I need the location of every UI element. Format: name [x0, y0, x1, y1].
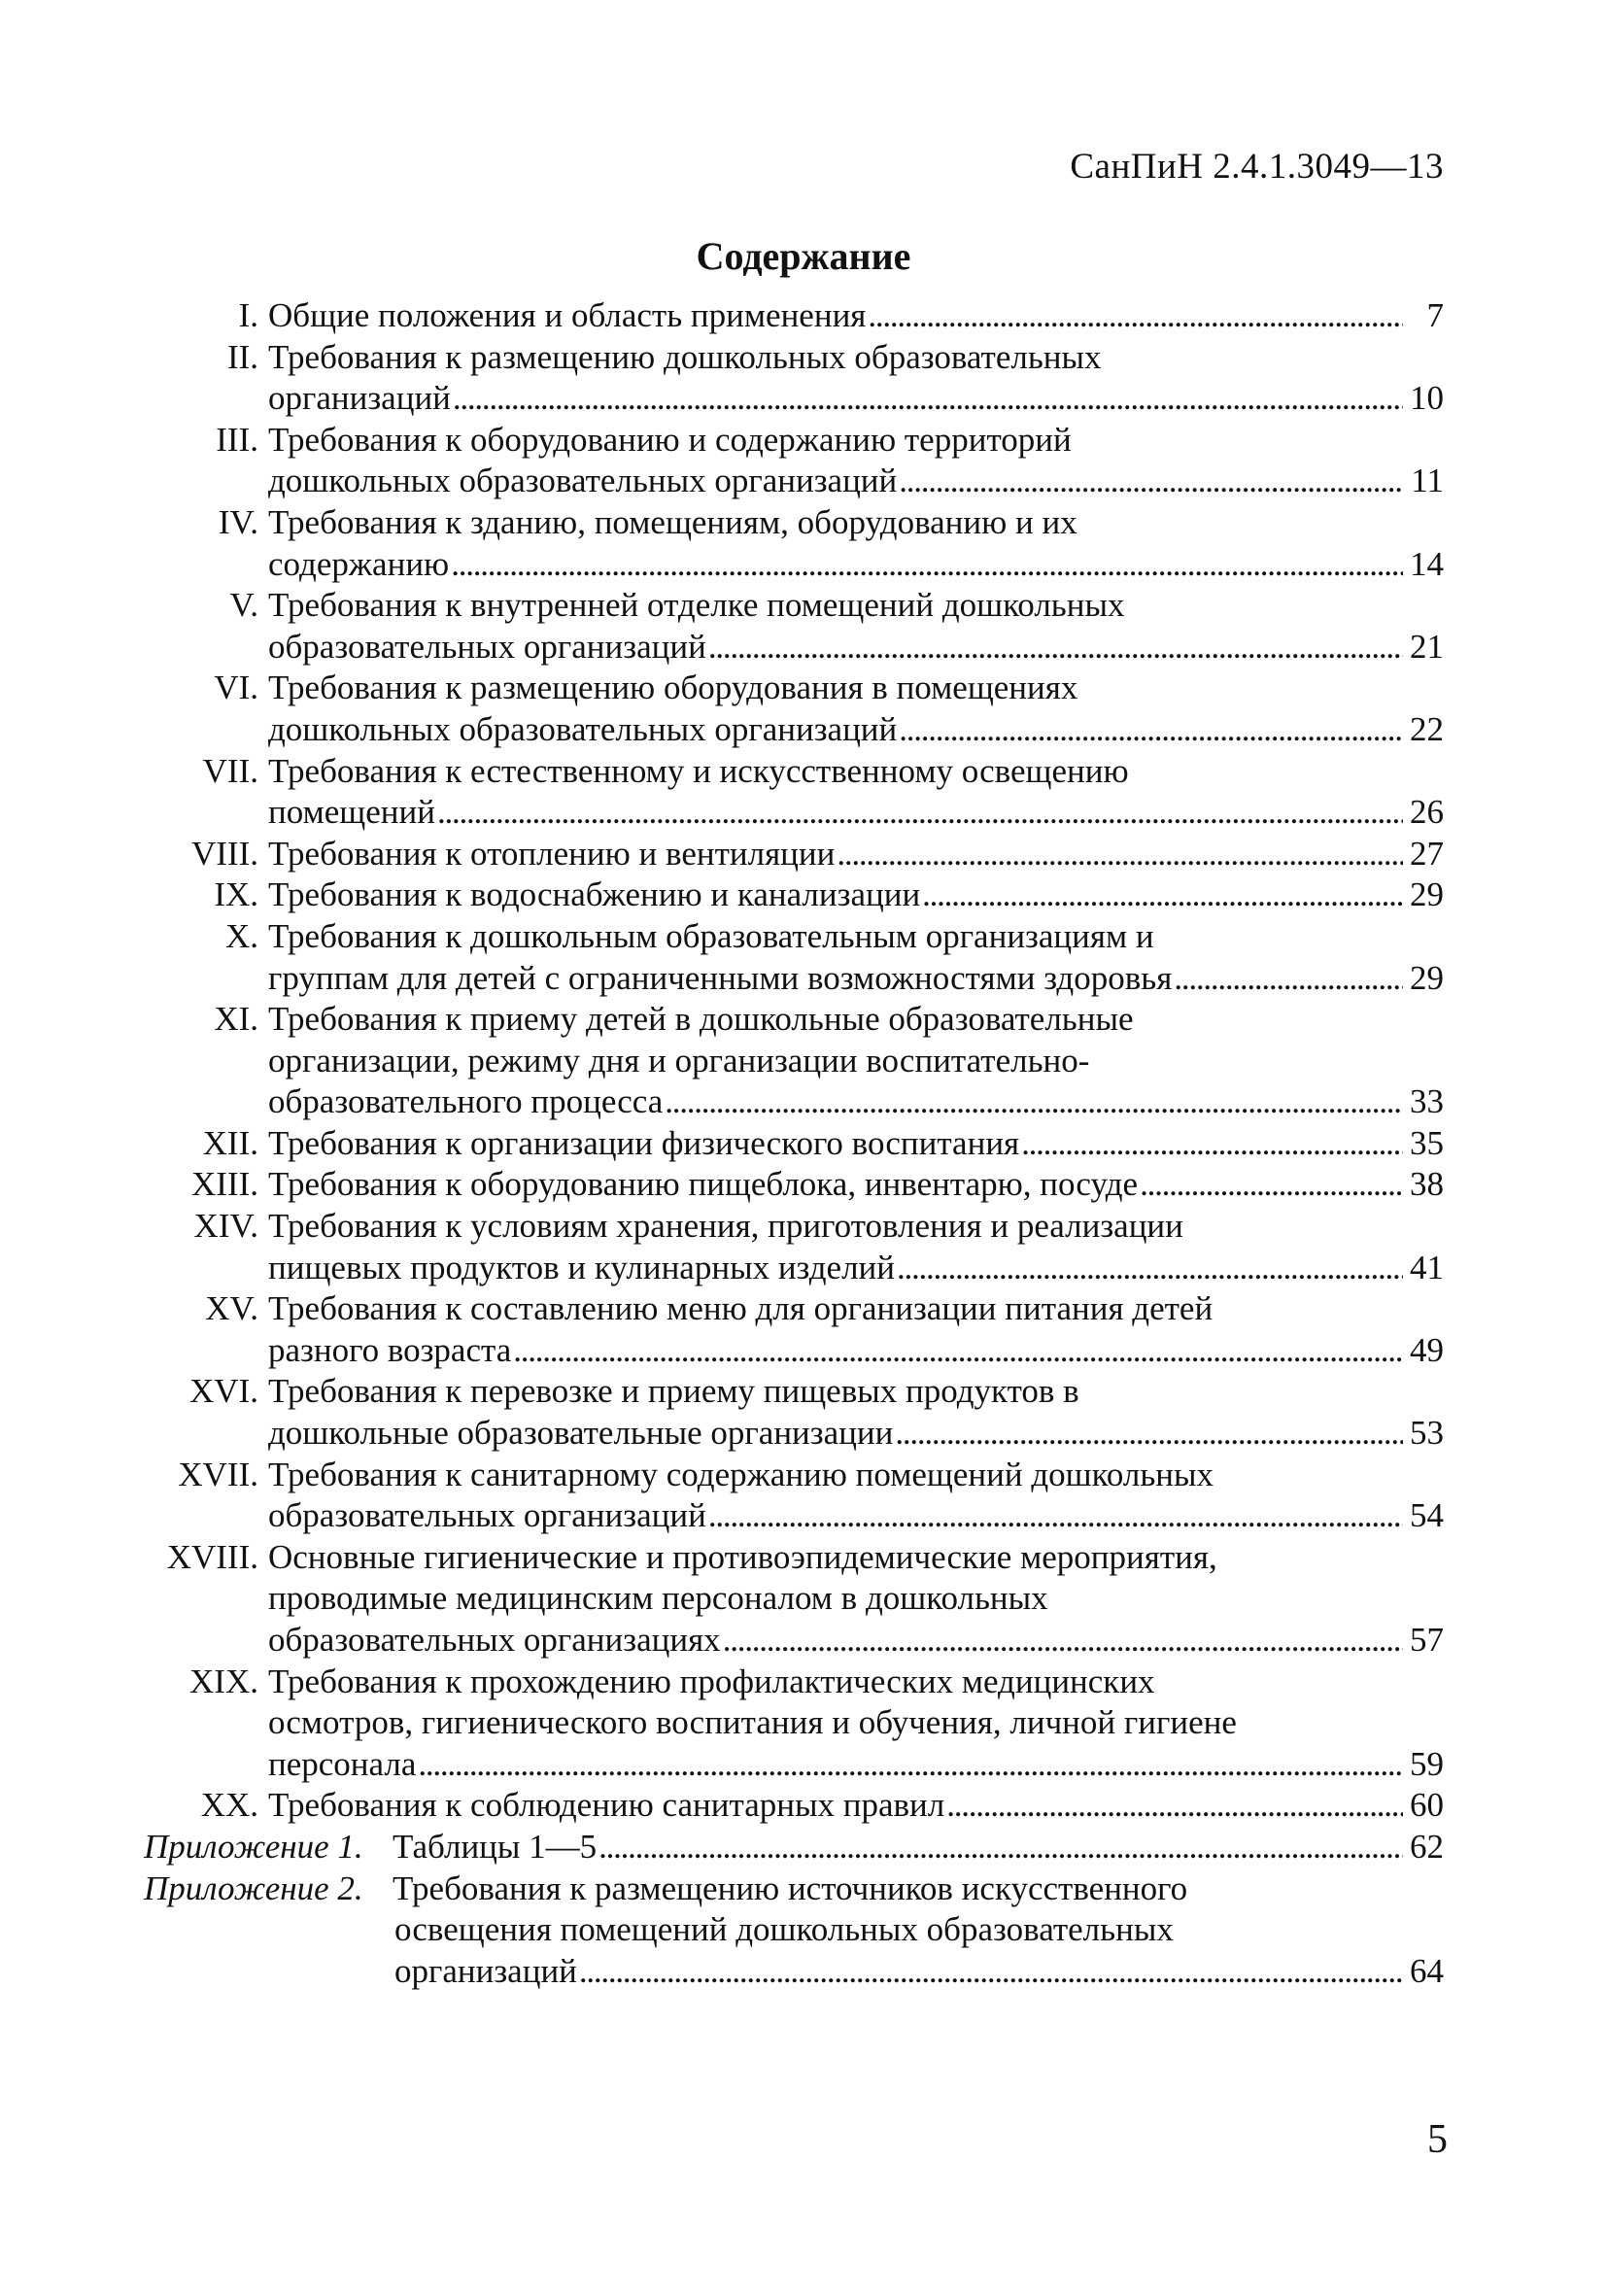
section-title-text: проводимые медицинским персоналом в дошкольных	[268, 1579, 1048, 1618]
section-number: I.	[238, 296, 258, 334]
section-title-text: Требования к оборудованию и содержанию территорий	[268, 420, 1072, 459]
toc-entry-line	[146, 834, 1444, 875]
toc-entry-line	[146, 1041, 1444, 1082]
section-title-text: Требования к естественному и искусственному освещению	[268, 751, 1129, 790]
section-page-number: 35	[1410, 1123, 1444, 1162]
toc-last-line	[268, 1620, 1444, 1662]
dot-leader	[513, 1330, 1403, 1372]
section-title-text: освещения помещений дошкольных образовательных	[394, 1910, 1174, 1949]
section-title-text: Требования к приему детей в дошкольные образовательные	[268, 1000, 1134, 1039]
dot-leader	[837, 834, 1403, 875]
section-page-number: 53	[1410, 1414, 1444, 1453]
section-number: XVII.	[178, 1455, 258, 1493]
toc-entry-line	[146, 1868, 1444, 1910]
dot-leader	[895, 1413, 1403, 1455]
dot-leader	[723, 1620, 1403, 1662]
toc-entry	[146, 874, 1444, 916]
toc-entry-line	[146, 1164, 1444, 1206]
dot-leader	[708, 1495, 1403, 1537]
toc-entry-line	[146, 1495, 1444, 1537]
section-number: XI.	[214, 1000, 258, 1039]
section-number: XX.	[200, 1786, 258, 1825]
toc-entry-line	[146, 1620, 1444, 1662]
toc-entry-line	[146, 1413, 1444, 1455]
toc-last-line	[268, 1785, 1444, 1827]
section-page-number: 27	[1410, 834, 1444, 873]
dot-leader	[899, 709, 1403, 751]
dot-leader	[579, 1951, 1403, 1993]
toc-entry-line	[146, 792, 1444, 834]
section-title-text: разного возраста	[268, 1330, 512, 1369]
section-title-text: Требования к прохождению профилактических медицинских	[268, 1662, 1155, 1700]
section-number: XIX.	[189, 1662, 258, 1700]
section-page-number: 14	[1410, 544, 1444, 583]
toc-entry-line	[146, 585, 1444, 627]
toc-entry	[146, 295, 1444, 337]
page-title: Содержание	[696, 234, 911, 278]
toc-entry	[146, 1662, 1444, 1786]
toc-last-line	[268, 834, 1444, 875]
dot-leader	[1174, 958, 1403, 1000]
toc-entry-line	[146, 544, 1444, 586]
section-page-number: 62	[1410, 1827, 1444, 1866]
toc-entry-line	[146, 999, 1444, 1041]
section-title-text: Общие положения и область применения	[268, 296, 867, 334]
section-title-text: Требования к дошкольным образовательным организациям и	[268, 916, 1154, 955]
section-number: V.	[229, 586, 258, 625]
toc-entry-line	[146, 916, 1444, 958]
toc-last-line	[268, 1123, 1444, 1165]
section-page-number: 59	[1410, 1744, 1444, 1783]
section-page-number: 11	[1411, 462, 1444, 500]
appendix-entry	[146, 1868, 1444, 1993]
toc-entry-line	[146, 1081, 1444, 1123]
toc-entry-line	[146, 1123, 1444, 1165]
toc-entry	[146, 751, 1444, 834]
section-title-text: образовательных организаций	[268, 627, 706, 666]
section-title-text: Основные гигиенические и противоэпидемические мероприятия,	[268, 1537, 1217, 1576]
toc-entry	[146, 502, 1444, 585]
section-title-text: дошкольных образовательных организаций	[268, 462, 898, 500]
section-title-text: Требования к оборудованию пищеблока, инвентарю, посуде	[268, 1165, 1139, 1204]
section-title-text: образовательного процесса	[268, 1082, 664, 1121]
dot-leader	[946, 1785, 1403, 1827]
section-page-number: 26	[1410, 793, 1444, 832]
section-title-text: персонала	[268, 1744, 417, 1783]
section-page-number: 57	[1410, 1621, 1444, 1659]
toc-last-line	[268, 627, 1444, 668]
section-number: IV.	[218, 502, 258, 541]
section-page-number: 60	[1410, 1786, 1444, 1825]
toc-entry-line	[146, 1537, 1444, 1579]
toc-entry-line	[146, 337, 1444, 379]
section-number: XVI.	[189, 1372, 258, 1411]
toc-entry	[146, 916, 1444, 999]
section-number: VIII.	[191, 834, 258, 873]
section-title-text: Требования к размещению оборудования в помещениях	[268, 668, 1078, 707]
toc-entry	[146, 1206, 1444, 1288]
table-of-contents	[146, 295, 1444, 1992]
toc-last-line	[268, 1081, 1444, 1123]
toc-last-line	[268, 1413, 1444, 1455]
section-page-number: 38	[1410, 1165, 1444, 1204]
section-number: II.	[226, 337, 258, 376]
toc-last-line	[268, 709, 1444, 751]
section-page-number: 33	[1410, 1082, 1444, 1121]
toc-entry-line	[146, 627, 1444, 668]
section-title-text: Требования к перевозке и приему пищевых продуктов в	[268, 1372, 1079, 1411]
toc-entry-line	[146, 461, 1444, 502]
section-title-text: организации, режиму дня и организации воспитательно-	[268, 1041, 1090, 1079]
toc-last-line	[268, 1495, 1444, 1537]
section-title-text: организаций	[394, 1951, 577, 1990]
toc-entry-line	[146, 1455, 1444, 1496]
toc-entry-line	[146, 1206, 1444, 1248]
toc-last-line	[268, 1248, 1444, 1289]
dot-leader	[1021, 1123, 1403, 1165]
toc-entry	[146, 1537, 1444, 1662]
section-number: XIV.	[193, 1207, 258, 1246]
section-title-text: образовательных организаций	[268, 1496, 706, 1535]
section-page-number: 41	[1410, 1248, 1444, 1286]
dot-leader	[418, 1744, 1403, 1786]
toc-entry	[146, 1785, 1444, 1827]
toc-last-line	[268, 792, 1444, 834]
toc-last-line	[393, 1827, 1444, 1868]
toc-entry-line	[146, 1951, 1444, 1993]
toc-entry-line	[146, 295, 1444, 337]
toc-entry	[146, 1288, 1444, 1371]
dot-leader	[598, 1827, 1403, 1868]
toc-last-line	[268, 1744, 1444, 1786]
toc-last-line	[268, 295, 1444, 337]
toc-entry-line	[146, 502, 1444, 544]
section-title-text: Требования к внутренней отделке помещений дошкольных	[268, 586, 1125, 625]
toc-entry	[146, 1371, 1444, 1454]
dot-leader	[665, 1081, 1403, 1123]
toc-entry-line	[146, 1578, 1444, 1620]
toc-entry	[146, 337, 1444, 420]
toc-entry-line	[146, 1702, 1444, 1744]
toc-entry-line	[146, 1909, 1444, 1951]
section-title-text: Требования к зданию, помещениям, оборудованию и их	[268, 502, 1077, 541]
section-page-number: 21	[1410, 627, 1444, 666]
toc-entry-line	[146, 1330, 1444, 1372]
toc-last-line	[268, 461, 1444, 502]
toc-entry-line	[146, 874, 1444, 916]
toc-entry	[146, 999, 1444, 1123]
toc-entry	[146, 668, 1444, 750]
dot-leader	[868, 295, 1403, 337]
toc-entry-line	[146, 709, 1444, 751]
toc-last-line	[268, 544, 1444, 586]
toc-entry	[146, 585, 1444, 668]
dot-leader	[899, 461, 1403, 502]
section-number: VI.	[214, 668, 258, 707]
toc-entry	[146, 1123, 1444, 1165]
section-page-number: 10	[1410, 379, 1444, 418]
toc-entry-line	[146, 958, 1444, 1000]
section-page-number: 29	[1410, 958, 1444, 997]
section-number: XVIII.	[166, 1537, 258, 1576]
dot-leader	[437, 792, 1403, 834]
toc-entry	[146, 420, 1444, 502]
toc-entry-line	[146, 1248, 1444, 1289]
section-title-text: Таблицы 1—5	[393, 1827, 598, 1866]
appendix-label: Приложение 2.	[144, 1868, 363, 1907]
section-number: X.	[224, 916, 258, 955]
toc-entry-line	[146, 1288, 1444, 1330]
dot-leader	[922, 874, 1403, 916]
toc-last-line	[268, 958, 1444, 1000]
section-title-text: группам для детей с ограниченными возможностями здоровья	[268, 958, 1173, 997]
section-page-number: 22	[1410, 709, 1444, 748]
dot-leader	[451, 544, 1403, 586]
dot-leader	[897, 1248, 1403, 1289]
toc-entry	[146, 1164, 1444, 1206]
toc-entry-line	[146, 751, 1444, 793]
dot-leader	[1140, 1164, 1403, 1206]
section-title-text: дошкольных образовательных организаций	[268, 709, 898, 748]
toc-entry	[146, 834, 1444, 875]
section-page-number: 29	[1410, 875, 1444, 914]
toc-entry-line	[146, 1744, 1444, 1786]
toc-entry-line	[146, 420, 1444, 462]
section-number: XII.	[202, 1123, 258, 1162]
section-title-text: Требования к размещению источников искусственного	[393, 1868, 1188, 1907]
section-number: VII.	[202, 751, 258, 790]
section-title-text: помещений	[268, 793, 435, 832]
section-title-text: пищевых продуктов и кулинарных изделий	[268, 1248, 896, 1286]
dot-leader	[708, 627, 1403, 668]
toc-entry	[146, 1455, 1444, 1537]
toc-last-line	[268, 378, 1444, 420]
toc-last-line	[268, 1164, 1444, 1206]
toc-entry-line	[146, 1662, 1444, 1703]
dot-leader	[453, 378, 1403, 420]
section-title-text: Требования к условиям хранения, приготовления и реализации	[268, 1207, 1183, 1246]
section-title-text: организаций	[268, 379, 451, 418]
section-number: III.	[216, 420, 258, 459]
appendix-entry	[146, 1827, 1444, 1868]
toc-entry-line	[146, 1827, 1444, 1868]
toc-last-line	[268, 1330, 1444, 1372]
page-number: 5	[1427, 2117, 1448, 2162]
document-code: СанПиН 2.4.1.3049—13	[1070, 147, 1444, 187]
section-number: XIII.	[191, 1165, 258, 1204]
section-title-text: Требования к санитарному содержанию помещений дошкольных	[268, 1455, 1214, 1493]
toc-last-line	[268, 874, 1444, 916]
toc-entry-line	[146, 378, 1444, 420]
toc-entry-line	[146, 1371, 1444, 1413]
section-title-text: Требования к составлению меню для организации питания детей	[268, 1289, 1214, 1328]
section-title-text: Требования к размещению дошкольных образовательных	[268, 337, 1102, 376]
appendix-label: Приложение 1.	[144, 1827, 363, 1866]
section-page-number: 64	[1410, 1951, 1444, 1990]
section-title-text: Требования к отоплению и вентиляции	[268, 834, 836, 873]
section-number: XV.	[205, 1289, 258, 1328]
section-number: IX.	[214, 875, 258, 914]
section-page-number: 7	[1426, 296, 1444, 334]
section-title-text: Требования к организации физического воспитания	[268, 1123, 1020, 1162]
section-title-text: дошкольные образовательные организации	[268, 1414, 894, 1453]
toc-entry-line	[146, 668, 1444, 709]
section-title-text: образовательных организациях	[268, 1621, 721, 1659]
section-title-text: Требования к соблюдению санитарных правил	[268, 1786, 945, 1825]
section-title-text: Требования к водоснабжению и канализации	[268, 875, 921, 914]
toc-last-line	[394, 1951, 1444, 1993]
toc-entry-line	[146, 1785, 1444, 1827]
section-title-text: содержанию	[268, 544, 450, 583]
section-page-number: 54	[1410, 1496, 1444, 1535]
section-page-number: 49	[1410, 1330, 1444, 1369]
section-title-text: осмотров, гигиенического воспитания и обучения, личной гигиене	[268, 1703, 1237, 1742]
